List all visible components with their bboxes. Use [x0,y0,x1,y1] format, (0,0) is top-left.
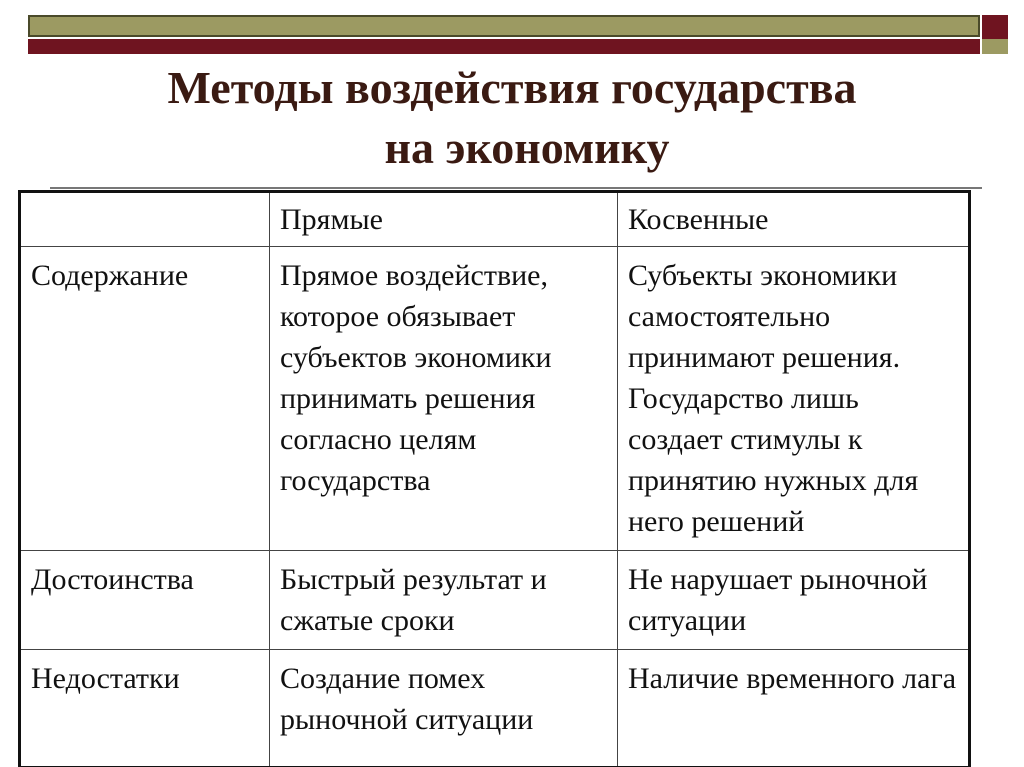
header-bar-olive [28,15,980,37]
cell-advantages-direct: Быстрый результат и сжатые сроки [270,551,618,650]
corner-square-maroon [982,15,1008,39]
header-bar-maroon [28,39,980,54]
title-line-2: на экономику [384,122,670,173]
title-underline [50,187,982,189]
header-direct: Прямые [270,192,618,247]
table-header-row [20,192,970,247]
table-row-advantages [20,551,970,650]
table-row-disadvantages [20,650,970,767]
cell-disadvantages-direct: Создание помех рыночной ситуации [270,650,618,767]
cell-disadvantages-indirect: Наличие временного лага [618,650,970,767]
table-row-content [20,247,970,551]
cell-content-direct: Прямое воздействие, которое обязывает субъектов экономики принимать решения согласно целям государства [270,247,618,551]
cell-content-indirect: Субъекты экономики самостоятельно принимают решения. Государство лишь создает стимулы к принятию нужных для него решений [618,247,970,551]
title-line-1: Методы воздействия государства [167,62,857,113]
row-label-content: Содержание [20,247,270,551]
row-label-disadvantages: Недостатки [20,650,270,767]
row-label-advantages: Достоинства [20,551,270,650]
cell-advantages-indirect: Не нарушает рыночной ситуации [618,551,970,650]
corner-square-olive [982,39,1008,54]
header-corner-cell [20,192,270,247]
methods-table [18,190,971,767]
header-indirect: Косвенные [618,192,970,247]
slide-title [0,58,1024,178]
